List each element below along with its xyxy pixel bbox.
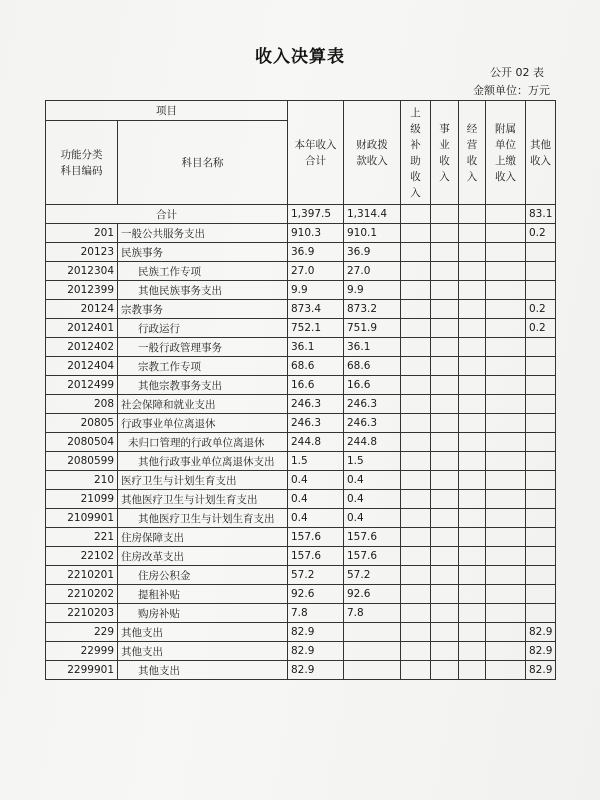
row-superior <box>401 604 431 623</box>
row-name: 购房补贴 <box>118 604 288 623</box>
row-code: 2109901 <box>46 509 118 528</box>
row-superior <box>401 281 431 300</box>
row-name: 宗教工作专项 <box>118 357 288 376</box>
row-superior <box>401 490 431 509</box>
row-other <box>526 509 556 528</box>
row-business <box>431 452 459 471</box>
row-code: 2299901 <box>46 661 118 680</box>
table-row <box>46 509 556 528</box>
row-name: 行政运行 <box>118 319 288 338</box>
row-other <box>526 262 556 281</box>
row-business <box>431 604 459 623</box>
row-superior <box>401 433 431 452</box>
row-affiliated <box>486 452 526 471</box>
row-fiscal: 244.8 <box>344 433 401 452</box>
header-business: 事 业 收 入 <box>431 101 459 205</box>
row-superior <box>401 471 431 490</box>
row-superior <box>401 414 431 433</box>
row-name: 民族事务 <box>118 243 288 262</box>
row-total: 246.3 <box>288 414 344 433</box>
row-business <box>431 509 459 528</box>
row-name: 住房公积金 <box>118 566 288 585</box>
row-fiscal: 9.9 <box>344 281 401 300</box>
row-superior <box>401 661 431 680</box>
row-code: 2012402 <box>46 338 118 357</box>
row-business <box>431 490 459 509</box>
amount-unit: 金额单位：万元 <box>473 84 550 97</box>
row-affiliated <box>486 547 526 566</box>
row-other <box>526 243 556 262</box>
row-code: 2012399 <box>46 281 118 300</box>
row-total: 910.3 <box>288 224 344 243</box>
row-other: 0.2 <box>526 300 556 319</box>
row-name: 其他宗教事务支出 <box>118 376 288 395</box>
table-row <box>46 243 556 262</box>
header-item: 项目 <box>46 101 288 121</box>
row-affiliated <box>486 224 526 243</box>
row-business <box>431 300 459 319</box>
row-fiscal: 157.6 <box>344 528 401 547</box>
row-operating <box>459 414 486 433</box>
row-superior <box>401 623 431 642</box>
row-operating <box>459 604 486 623</box>
row-business <box>431 281 459 300</box>
row-total: 0.4 <box>288 509 344 528</box>
row-other <box>526 490 556 509</box>
row-code: 221 <box>46 528 118 547</box>
row-superior <box>401 224 431 243</box>
total-label: 合计 <box>46 205 288 224</box>
row-fiscal: 16.6 <box>344 376 401 395</box>
row-superior <box>401 547 431 566</box>
row-business <box>431 262 459 281</box>
row-superior <box>401 300 431 319</box>
table-row <box>46 433 556 452</box>
total-amount: 1,397.5 <box>288 205 344 224</box>
row-affiliated <box>486 642 526 661</box>
row-total: 752.1 <box>288 319 344 338</box>
row-total: 873.4 <box>288 300 344 319</box>
row-business <box>431 243 459 262</box>
row-operating <box>459 642 486 661</box>
row-operating <box>459 509 486 528</box>
row-fiscal: 7.8 <box>344 604 401 623</box>
table-row <box>46 547 556 566</box>
header-operating: 经 营 收 入 <box>459 101 486 205</box>
row-name: 未归口管理的行政单位离退休 <box>118 433 288 452</box>
row-fiscal: 873.2 <box>344 300 401 319</box>
row-fiscal: 36.1 <box>344 338 401 357</box>
row-name: 其他支出 <box>118 642 288 661</box>
row-name: 其他医疗卫生与计划生育支出 <box>118 509 288 528</box>
table-row <box>46 642 556 661</box>
row-other <box>526 376 556 395</box>
row-other <box>526 433 556 452</box>
row-business <box>431 376 459 395</box>
row-affiliated <box>486 566 526 585</box>
row-name: 一般公共服务支出 <box>118 224 288 243</box>
row-fiscal: 0.4 <box>344 509 401 528</box>
row-operating <box>459 243 486 262</box>
header-code: 功能分类 科目编码 <box>46 121 118 205</box>
row-total: 82.9 <box>288 642 344 661</box>
row-code: 2012404 <box>46 357 118 376</box>
row-operating <box>459 490 486 509</box>
row-business <box>431 224 459 243</box>
row-total: 7.8 <box>288 604 344 623</box>
row-fiscal: 751.9 <box>344 319 401 338</box>
row-affiliated <box>486 490 526 509</box>
row-other <box>526 566 556 585</box>
row-business <box>431 471 459 490</box>
row-name: 其他支出 <box>118 623 288 642</box>
row-superior <box>401 338 431 357</box>
row-code: 20123 <box>46 243 118 262</box>
row-total: 36.9 <box>288 243 344 262</box>
row-operating <box>459 224 486 243</box>
row-operating <box>459 433 486 452</box>
row-business <box>431 642 459 661</box>
row-affiliated <box>486 661 526 680</box>
row-code: 22102 <box>46 547 118 566</box>
row-total: 157.6 <box>288 547 344 566</box>
row-fiscal <box>344 661 401 680</box>
row-other <box>526 395 556 414</box>
row-business <box>431 585 459 604</box>
row-fiscal: 0.4 <box>344 471 401 490</box>
row-operating <box>459 281 486 300</box>
row-other: 0.2 <box>526 319 556 338</box>
row-business <box>431 395 459 414</box>
row-operating <box>459 376 486 395</box>
row-superior <box>401 243 431 262</box>
row-affiliated <box>486 262 526 281</box>
row-affiliated <box>486 243 526 262</box>
row-superior <box>401 262 431 281</box>
row-name: 其他民族事务支出 <box>118 281 288 300</box>
row-business <box>431 528 459 547</box>
table-row <box>46 566 556 585</box>
row-total: 82.9 <box>288 623 344 642</box>
row-total: 92.6 <box>288 585 344 604</box>
row-operating <box>459 661 486 680</box>
row-other: 0.2 <box>526 224 556 243</box>
row-other <box>526 357 556 376</box>
income-table <box>45 100 556 680</box>
row-superior <box>401 528 431 547</box>
row-name: 提租补贴 <box>118 585 288 604</box>
row-business <box>431 547 459 566</box>
row-total: 82.9 <box>288 661 344 680</box>
row-operating <box>459 357 486 376</box>
table-row <box>46 357 556 376</box>
row-fiscal: 910.1 <box>344 224 401 243</box>
row-affiliated <box>486 319 526 338</box>
row-code: 2210201 <box>46 566 118 585</box>
row-other: 82.9 <box>526 623 556 642</box>
row-code: 2012499 <box>46 376 118 395</box>
row-business <box>431 661 459 680</box>
row-code: 2080504 <box>46 433 118 452</box>
row-other <box>526 452 556 471</box>
row-superior <box>401 509 431 528</box>
table-row <box>46 414 556 433</box>
row-affiliated <box>486 281 526 300</box>
row-name: 社会保障和就业支出 <box>118 395 288 414</box>
row-business <box>431 319 459 338</box>
row-affiliated <box>486 433 526 452</box>
row-affiliated <box>486 338 526 357</box>
row-code: 210 <box>46 471 118 490</box>
row-other: 82.9 <box>526 642 556 661</box>
row-name: 宗教事务 <box>118 300 288 319</box>
row-code: 2012304 <box>46 262 118 281</box>
table-row <box>46 661 556 680</box>
row-code: 208 <box>46 395 118 414</box>
row-affiliated <box>486 623 526 642</box>
total-fiscal: 1,314.4 <box>344 205 401 224</box>
row-superior <box>401 585 431 604</box>
table-row <box>46 224 556 243</box>
row-business <box>431 414 459 433</box>
row-affiliated <box>486 414 526 433</box>
table-row <box>46 376 556 395</box>
row-affiliated <box>486 585 526 604</box>
row-operating <box>459 395 486 414</box>
row-total: 157.6 <box>288 528 344 547</box>
row-fiscal <box>344 642 401 661</box>
table-row <box>46 319 556 338</box>
table-row <box>46 471 556 490</box>
row-code: 22999 <box>46 642 118 661</box>
row-fiscal: 27.0 <box>344 262 401 281</box>
table-row <box>46 452 556 471</box>
row-operating <box>459 338 486 357</box>
row-total: 0.4 <box>288 471 344 490</box>
table-row <box>46 604 556 623</box>
table-row <box>46 338 556 357</box>
row-affiliated <box>486 300 526 319</box>
row-name: 民族工作专项 <box>118 262 288 281</box>
row-superior <box>401 357 431 376</box>
table-row <box>46 300 556 319</box>
row-superior <box>401 319 431 338</box>
header-superior: 上 级 补 助 收 入 <box>401 101 431 205</box>
table-row <box>46 262 556 281</box>
row-fiscal: 157.6 <box>344 547 401 566</box>
row-fiscal: 0.4 <box>344 490 401 509</box>
header-other: 其他 收入 <box>526 101 556 205</box>
row-affiliated <box>486 509 526 528</box>
row-superior <box>401 566 431 585</box>
row-operating <box>459 585 486 604</box>
row-business <box>431 338 459 357</box>
row-affiliated <box>486 528 526 547</box>
row-superior <box>401 395 431 414</box>
table-row <box>46 585 556 604</box>
table-row <box>46 528 556 547</box>
row-other <box>526 471 556 490</box>
row-operating <box>459 452 486 471</box>
row-total: 36.1 <box>288 338 344 357</box>
row-name: 其他医疗卫生与计划生育支出 <box>118 490 288 509</box>
row-code: 229 <box>46 623 118 642</box>
row-operating <box>459 262 486 281</box>
row-fiscal: 92.6 <box>344 585 401 604</box>
page-title: 收入决算表 <box>255 47 345 67</box>
row-superior <box>401 376 431 395</box>
row-code: 2080599 <box>46 452 118 471</box>
row-code: 2210202 <box>46 585 118 604</box>
row-fiscal: 246.3 <box>344 414 401 433</box>
row-total: 1.5 <box>288 452 344 471</box>
row-operating <box>459 471 486 490</box>
row-other <box>526 547 556 566</box>
table-row <box>46 395 556 414</box>
row-total: 16.6 <box>288 376 344 395</box>
row-total: 246.3 <box>288 395 344 414</box>
row-name: 住房保障支出 <box>118 528 288 547</box>
total-row <box>46 205 556 224</box>
row-fiscal: 36.9 <box>344 243 401 262</box>
row-fiscal: 246.3 <box>344 395 401 414</box>
row-code: 2210203 <box>46 604 118 623</box>
table-body <box>46 205 556 680</box>
row-code: 20124 <box>46 300 118 319</box>
row-name: 医疗卫生与计划生育支出 <box>118 471 288 490</box>
row-operating <box>459 623 486 642</box>
row-other <box>526 414 556 433</box>
row-operating <box>459 547 486 566</box>
row-affiliated <box>486 471 526 490</box>
row-business <box>431 566 459 585</box>
row-name: 行政事业单位离退休 <box>118 414 288 433</box>
row-business <box>431 623 459 642</box>
row-operating <box>459 566 486 585</box>
row-other <box>526 528 556 547</box>
row-other: 82.9 <box>526 661 556 680</box>
row-name: 其他行政事业单位离退休支出 <box>118 452 288 471</box>
row-business <box>431 433 459 452</box>
row-total: 9.9 <box>288 281 344 300</box>
row-total: 0.4 <box>288 490 344 509</box>
row-other <box>526 281 556 300</box>
row-name: 住房改革支出 <box>118 547 288 566</box>
row-total: 244.8 <box>288 433 344 452</box>
row-other <box>526 585 556 604</box>
row-operating <box>459 528 486 547</box>
row-fiscal: 57.2 <box>344 566 401 585</box>
row-name: 其他支出 <box>118 661 288 680</box>
row-affiliated <box>486 357 526 376</box>
header-fiscal: 财政拨 款收入 <box>344 101 401 205</box>
row-operating <box>459 319 486 338</box>
row-affiliated <box>486 395 526 414</box>
header-name: 科目名称 <box>118 121 288 205</box>
row-other <box>526 604 556 623</box>
row-code: 2012401 <box>46 319 118 338</box>
row-affiliated <box>486 376 526 395</box>
form-number: 公开 02 表 <box>490 66 544 79</box>
row-total: 57.2 <box>288 566 344 585</box>
row-fiscal: 1.5 <box>344 452 401 471</box>
total-other: 83.1 <box>526 205 556 224</box>
row-code: 21099 <box>46 490 118 509</box>
row-superior <box>401 452 431 471</box>
row-business <box>431 357 459 376</box>
table-row <box>46 281 556 300</box>
row-other <box>526 338 556 357</box>
row-fiscal: 68.6 <box>344 357 401 376</box>
row-code: 20805 <box>46 414 118 433</box>
row-total: 68.6 <box>288 357 344 376</box>
header-total: 本年收入 合计 <box>288 101 344 205</box>
row-operating <box>459 300 486 319</box>
row-code: 201 <box>46 224 118 243</box>
row-name: 一般行政管理事务 <box>118 338 288 357</box>
table-row <box>46 490 556 509</box>
row-total: 27.0 <box>288 262 344 281</box>
row-fiscal <box>344 623 401 642</box>
row-affiliated <box>486 604 526 623</box>
row-superior <box>401 642 431 661</box>
header-affiliated: 附属 单位 上缴 收入 <box>486 101 526 205</box>
table-row <box>46 623 556 642</box>
